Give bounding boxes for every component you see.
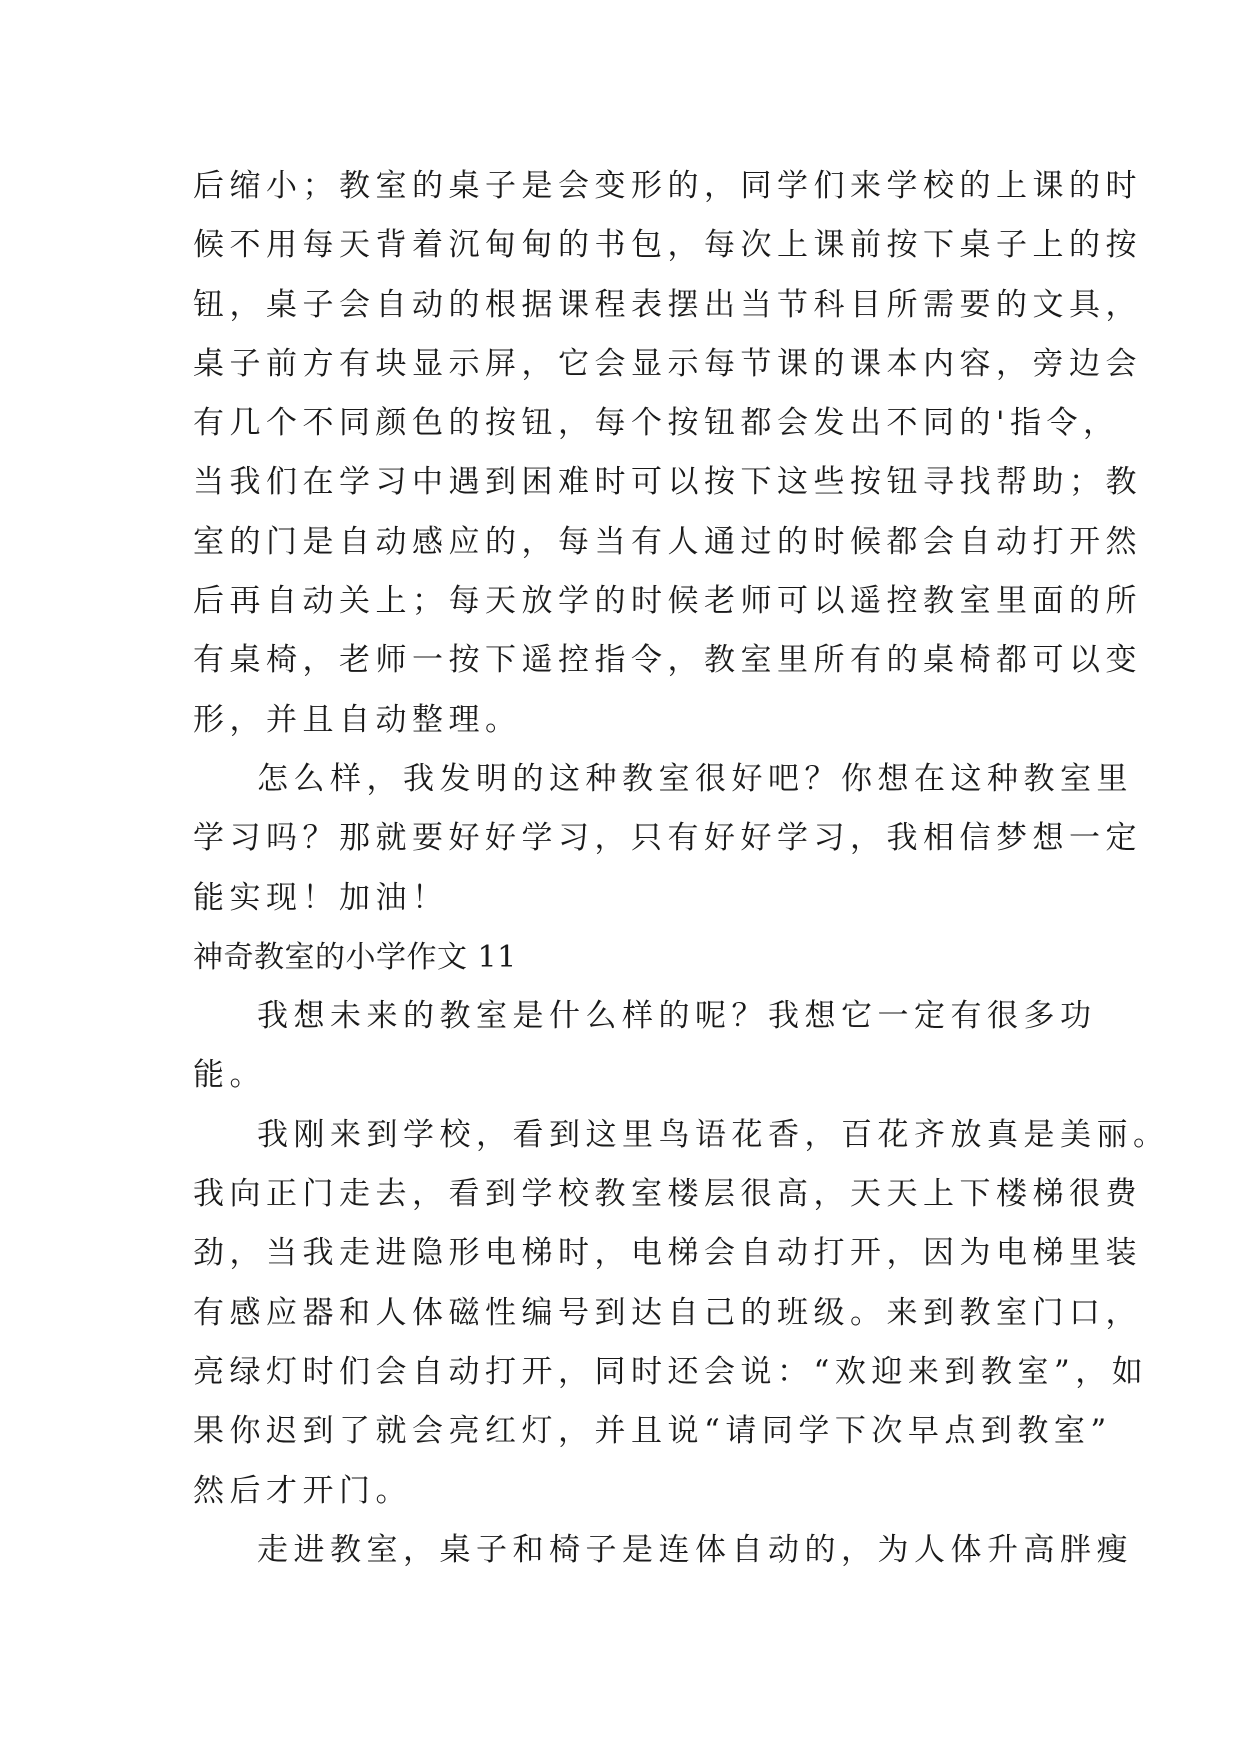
text-line: 候不用每天背着沉甸甸的书包，每次上课前按下桌子上的按 — [193, 227, 1142, 264]
text-line: 能。 — [193, 1057, 266, 1094]
text-line: 后再自动关上；每天放学的时候老师可以遥控教室里面的所 — [193, 583, 1142, 620]
text-line: 有感应器和人体磁性编号到达自己的班级。来到教室门口， — [193, 1294, 1142, 1331]
text-line: 怎么样，我发明的这种教室很好吧？你想在这种教室里 — [257, 760, 1133, 797]
text-line: 当我们在学习中遇到困难时可以按下这些按钮寻找帮助；教 — [193, 464, 1142, 501]
section-heading: 神奇教室的小学作文 11 — [193, 939, 517, 975]
text-line: 后缩小；教室的桌子是会变形的，同学们来学校的上课的时 — [193, 168, 1142, 204]
text-line: 果你迟到了就会亮红灯，并且说“请同学下次早点到教室” — [193, 1413, 1112, 1450]
text-line: 钮，桌子会自动的根据课程表摆出当节科目所需要的文具， — [193, 286, 1142, 323]
text-line: 劲，当我走进隐形电梯时，电梯会自动打开，因为电梯里装 — [193, 1235, 1142, 1272]
text-line: 室的门是自动感应的，每当有人通过的时候都会自动打开然 — [193, 523, 1142, 560]
text-line: 然后才开门。 — [193, 1472, 412, 1509]
text-line: 桌子前方有块显示屏，它会显示每节课的课本内容，旁边会 — [193, 345, 1142, 382]
text-line: 形，并且自动整理。 — [193, 701, 522, 738]
text-line: 学习吗？那就要好好学习，只有好好学习，我相信梦想一定 — [193, 820, 1142, 857]
text-line: 我想未来的教室是什么样的呢？我想它一定有很多功 — [257, 998, 1097, 1035]
text-line: 走进教室，桌子和椅子是连体自动的，为人体升高胖瘦 — [257, 1531, 1133, 1568]
text-line: 我向正门走去，看到学校教室楼层很高，天天上下楼梯很费 — [193, 1176, 1142, 1213]
text-line: 有几个不同颜色的按钮，每个按钮都会发出不同的'指令， — [193, 405, 1120, 442]
text-line: 我刚来到学校，看到这里鸟语花香，百花齐放真是美丽。 — [257, 1116, 1170, 1153]
document-body — [193, 157, 1170, 1580]
text-line: 亮绿灯时们会自动打开，同时还会说：“欢迎来到教室”，如 — [193, 1353, 1149, 1390]
text-line: 能实现！加油！ — [193, 879, 449, 916]
text-line: 有桌椅，老师一按下遥控指令，教室里所有的桌椅都可以变 — [193, 642, 1142, 679]
